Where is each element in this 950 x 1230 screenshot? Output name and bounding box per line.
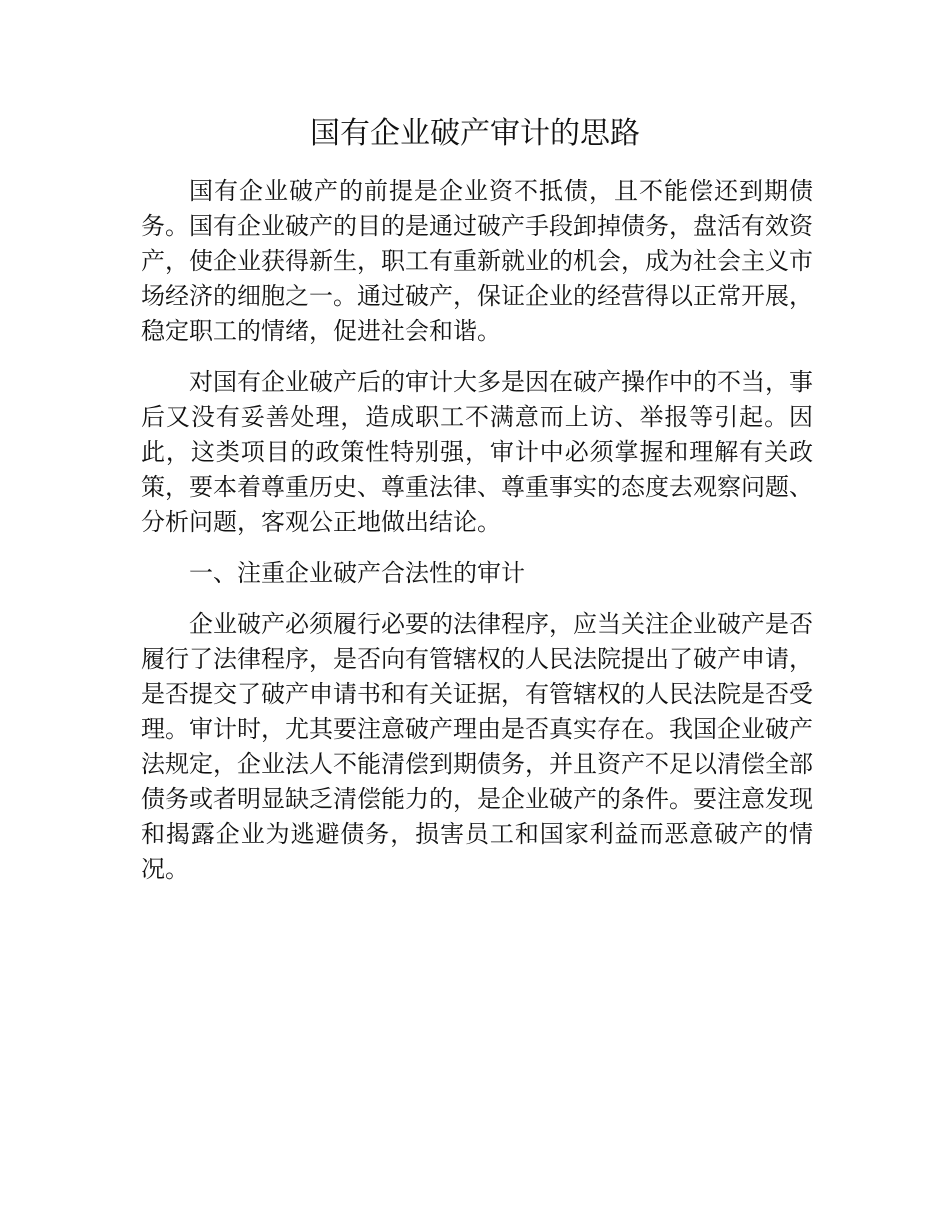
paragraph-audit-reason: 对国有企业破产后的审计大多是因在破产操作中的不当，事后又没有妥善处理，造成职工不满意而上访、举报等引起。因此，这类项目的政策性特别强，审计中必须掌握和理解有关政策，要本着尊重历史、尊重法律、尊重事实的态度去观察问题、分析问题，客观公正地做出结论。 xyxy=(141,368,813,536)
section-heading: 一、注重企业破产合法性的审计 xyxy=(189,559,525,587)
paragraph-premise: 国有企业破产的前提是企业资不抵债，且不能偿还到期债务。国有企业破产的目的是通过破产手段卸掉债务，盘活有效资产，使企业获得新生，职工有重新就业的机会，成为社会主义市场经济的细胞之一。通过破产，保证企业的经营得以正常开展，稳定职工的情绪，促进社会和谐。 xyxy=(141,177,813,345)
document-title: 国有企业破产审计的思路 xyxy=(310,116,640,151)
paragraph-legality: 企业破产必须履行必要的法律程序，应当关注企业破产是否履行了法律程序，是否向有管辖权的人民法院提出了破产申请，是否提交了破产申请书和有关证据，有管辖权的人民法院是否受理。审计时，尤其要注意破产理由是否真实存在。我国企业破产法规定，企业法人不能清偿到期债务，并且资产不足以清偿全部债务或者明显缺乏清偿能力的，是企业破产的条件。要注意发现和揭露企业为逃避债务，损害员工和国家利益而恶意破产的情况。 xyxy=(141,610,813,883)
document-body xyxy=(141,174,813,887)
